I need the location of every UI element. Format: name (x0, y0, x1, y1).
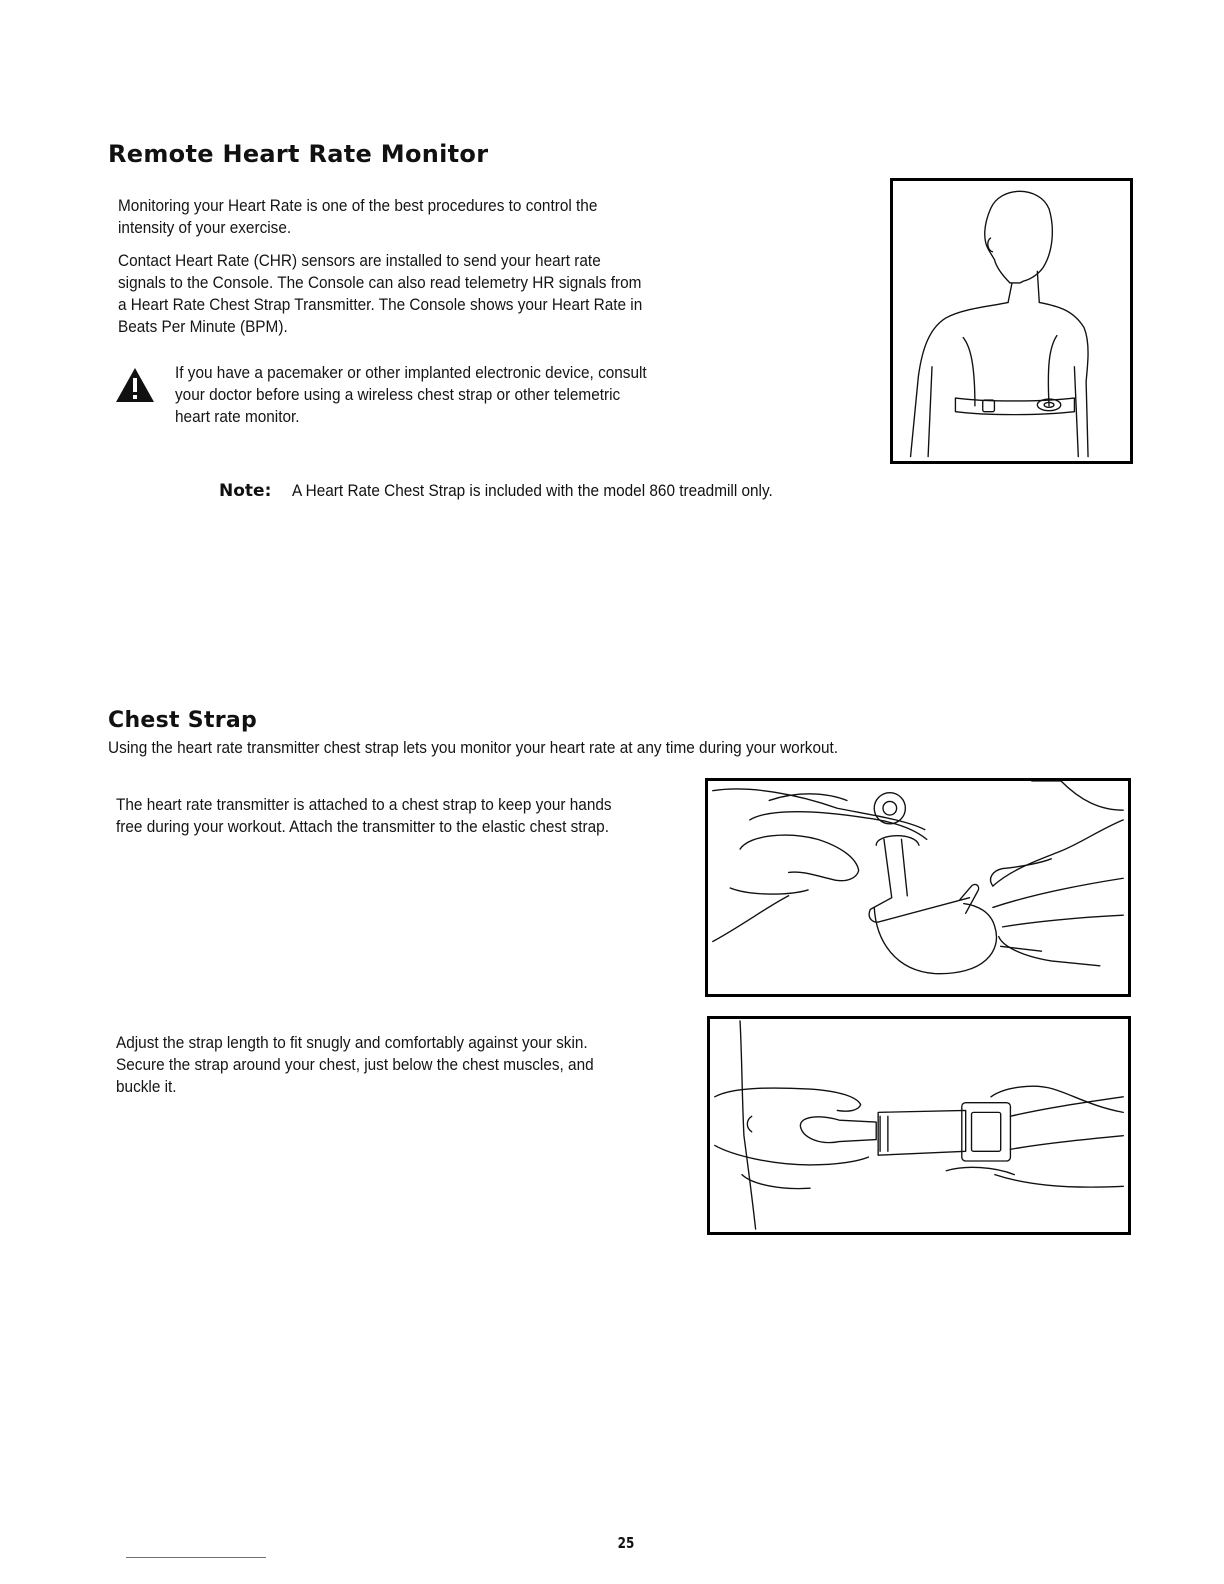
step-adjust-strap: Adjust the strap length to fit snugly and comfortably against your skin. Secure the strap around your chest, just below the chest muscles, and buckle it. (116, 1034, 594, 1096)
section-heading-chest-strap: Chest Strap (108, 708, 258, 733)
section-heading-remote-heart-rate-monitor: Remote Heart Rate Monitor (108, 140, 489, 168)
figure-buckle-strap (707, 1016, 1131, 1235)
figure-chest-strap-wearer (890, 178, 1133, 464)
pacemaker-warning: If you have a pacemaker or other implanted electronic device, consult your doctor before using a wireless chest strap or other telemetric heart rate monitor. (175, 364, 647, 426)
step-attach-transmitter: The heart rate transmitter is attached to a chest strap to keep your hands free during your workout. Attach the transmitter to the elastic chest strap. (116, 796, 612, 836)
note-label: Note: (219, 481, 272, 501)
footer-rule (126, 1557, 266, 1558)
chr-sensors-paragraph: Contact Heart Rate (CHR) sensors are installed to send your heart rate signals to the Console. The Console can also read telemetry HR signals from a Heart Rate Chest Strap Transmitter. The Console shows your Heart Rate in Beats Per Minute (BPM). (118, 252, 643, 336)
note-line (219, 481, 1019, 501)
note-text: A Heart Rate Chest Strap is included with the model 860 treadmill only. (291, 482, 773, 500)
figure-attach-transmitter (705, 778, 1131, 997)
warning-triangle-icon (114, 366, 156, 404)
page-number: 25 (617, 1534, 635, 1552)
chest-strap-intro: Using the heart rate transmitter chest strap lets you monitor your heart rate at any time during your workout. (108, 739, 839, 757)
intro-paragraph: Monitoring your Heart Rate is one of the best procedures to control the intensity of your exercise. (118, 197, 598, 237)
